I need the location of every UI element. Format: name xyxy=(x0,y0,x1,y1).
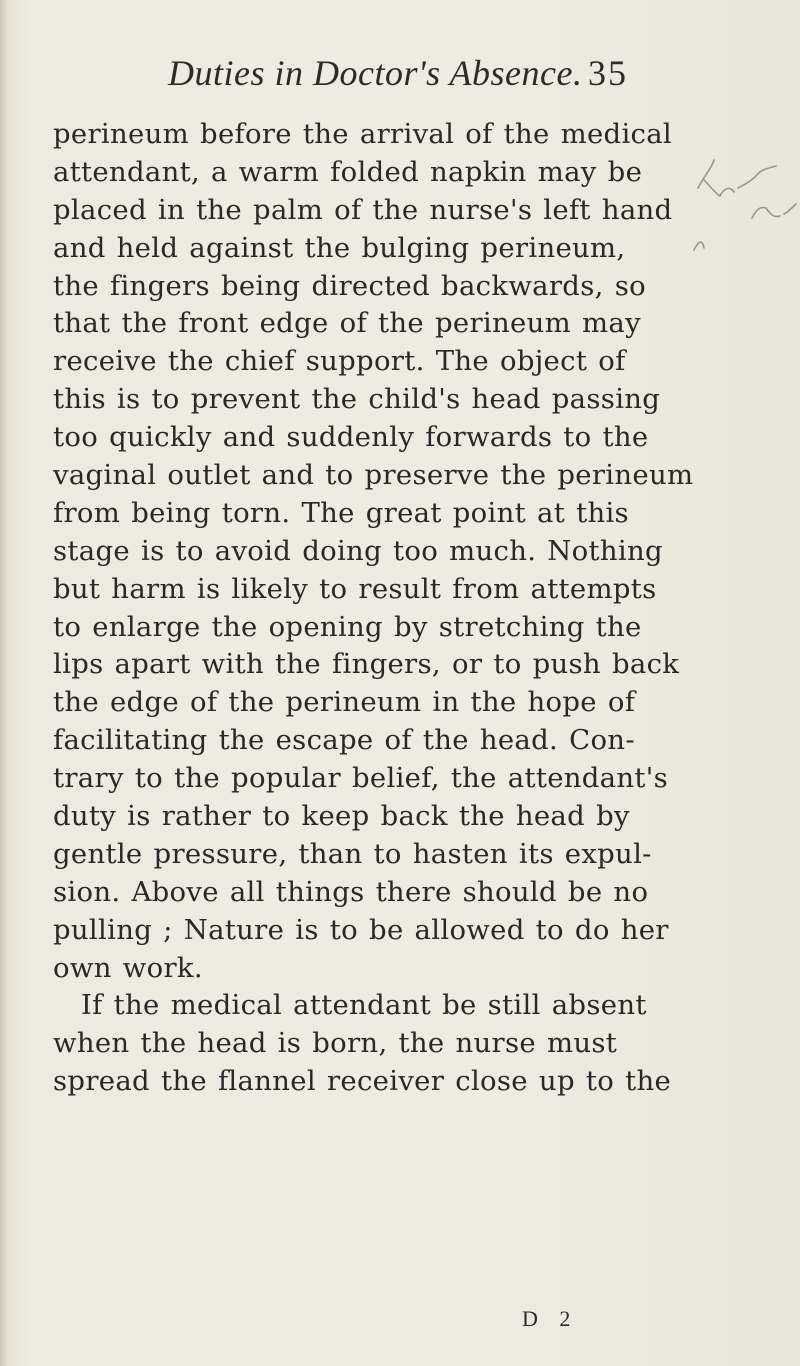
text-line: gentle pressure, than to hasten its expul- xyxy=(53,837,652,870)
text-line: trary to the popular belief, the attendant's xyxy=(53,762,669,795)
text-line: the fingers being directed backwards, so xyxy=(53,269,646,302)
text-line: from being torn. The great point at this xyxy=(53,496,629,529)
text-line: placed in the palm of the nurse's left hand xyxy=(53,193,673,226)
text-line: spread the flannel receiver close up to the xyxy=(53,1065,672,1098)
text-line: pulling ; Nature is to be allowed to do her xyxy=(53,913,669,946)
text-line: If the medical attendant be still absent xyxy=(81,989,647,1022)
text-line: stage is to avoid doing too much. Nothing xyxy=(53,534,663,567)
pencil-annotation-icon xyxy=(690,158,800,268)
running-title: Duties in Doctor's Absence. xyxy=(168,53,583,93)
page-header xyxy=(168,52,628,96)
text-line: vaginal outlet and to preserve the perineum xyxy=(53,459,694,492)
text-line: but harm is likely to result from attempts xyxy=(53,572,657,605)
page-gutter xyxy=(0,0,8,1366)
text-line: when the head is born, the nurse must xyxy=(53,1027,618,1060)
text-line: and held against the bulging perineum, xyxy=(53,231,626,264)
signature-mark: D 2 xyxy=(522,1306,579,1331)
page-number: 35 xyxy=(588,53,628,93)
text-line: the edge of the perineum in the hope of xyxy=(53,686,636,719)
text-line: sion. Above all things there should be no xyxy=(53,875,649,908)
body-text xyxy=(53,116,753,1101)
text-line: attendant, a warm folded napkin may be xyxy=(53,155,643,188)
text-line: facilitating the escape of the head. Con- xyxy=(53,724,635,757)
text-line: own work. xyxy=(53,951,203,984)
text-line: receive the chief support. The object of xyxy=(53,345,626,378)
text-line: to enlarge the opening by stretching the xyxy=(53,610,642,643)
text-line: this is to prevent the child's head passing xyxy=(53,383,661,416)
text-line: lips apart with the fingers, or to push back xyxy=(53,648,680,681)
text-line: perineum before the arrival of the medical xyxy=(53,118,673,150)
text-line: that the front edge of the perineum may xyxy=(53,307,641,340)
text-line: duty is rather to keep back the head by xyxy=(53,800,630,833)
text-line: too quickly and suddenly forwards to the xyxy=(53,421,649,454)
